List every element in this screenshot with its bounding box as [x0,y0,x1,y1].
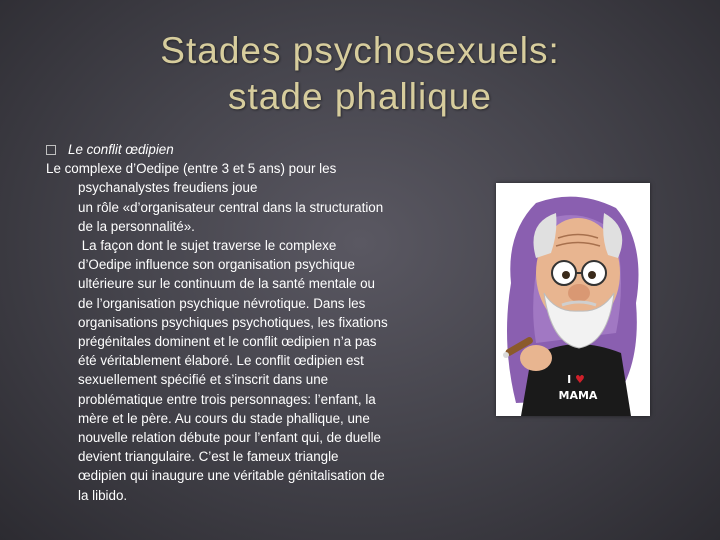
title-line-2: stade phallique [228,76,492,117]
body-line: organisations psychiques psychotiques, les fixations [78,314,388,330]
bullet-icon [46,145,56,155]
body-line: la libido. [78,487,128,503]
body-line: nouvelle relation débute pour l’enfant qui, de duelle [78,430,382,446]
title-line-1: Stades psychosexuels: [160,30,560,71]
body-line: Le complexe d’Oedipe (entre 3 et 5 ans) pour les [46,161,337,177]
body-line: mère et le père. Au cours du stade phallique, une [78,410,370,426]
body-line: œdipien qui inaugure une véritable génitalisation de [78,468,385,484]
svg-text:MAMA: MAMA [558,389,598,402]
freud-caricature-icon [496,183,650,416]
bullet-heading [46,140,456,159]
body-line: un rôle «d’organisateur central dans la structuration [78,199,384,215]
svg-text:I ♥: I ♥ [567,373,585,386]
body-line: d’Oedipe influence son organisation psychique [78,257,355,273]
body-line: de la personnalité». [78,218,195,234]
body-line: sexuellement spécifié et s’inscrit dans une [78,372,329,388]
body-line: psychanalystes freudiens joue [78,180,258,196]
body-line: été véritablement élaboré. Le conflit œdipien est [78,353,364,369]
slide-title [110,28,610,120]
heading-text: Le conflit œdipien [68,142,174,157]
body-line: de l’organisation psychique névrotique. Dans les [78,295,366,311]
slide-body [46,140,456,505]
body-line: prégénitales dominent et le conflit œdipien n’a pas [78,334,377,350]
freud-caricature-image [496,183,650,416]
body-line: problématique entre trois personnages: l’enfant, la [78,391,376,407]
body-line: La façon dont le sujet traverse le complexe [78,238,337,254]
body-line: ultérieure sur le continuum de la santé mentale ou [78,276,376,292]
body-line: devient triangulaire. C’est le fameux triangle [78,449,339,465]
